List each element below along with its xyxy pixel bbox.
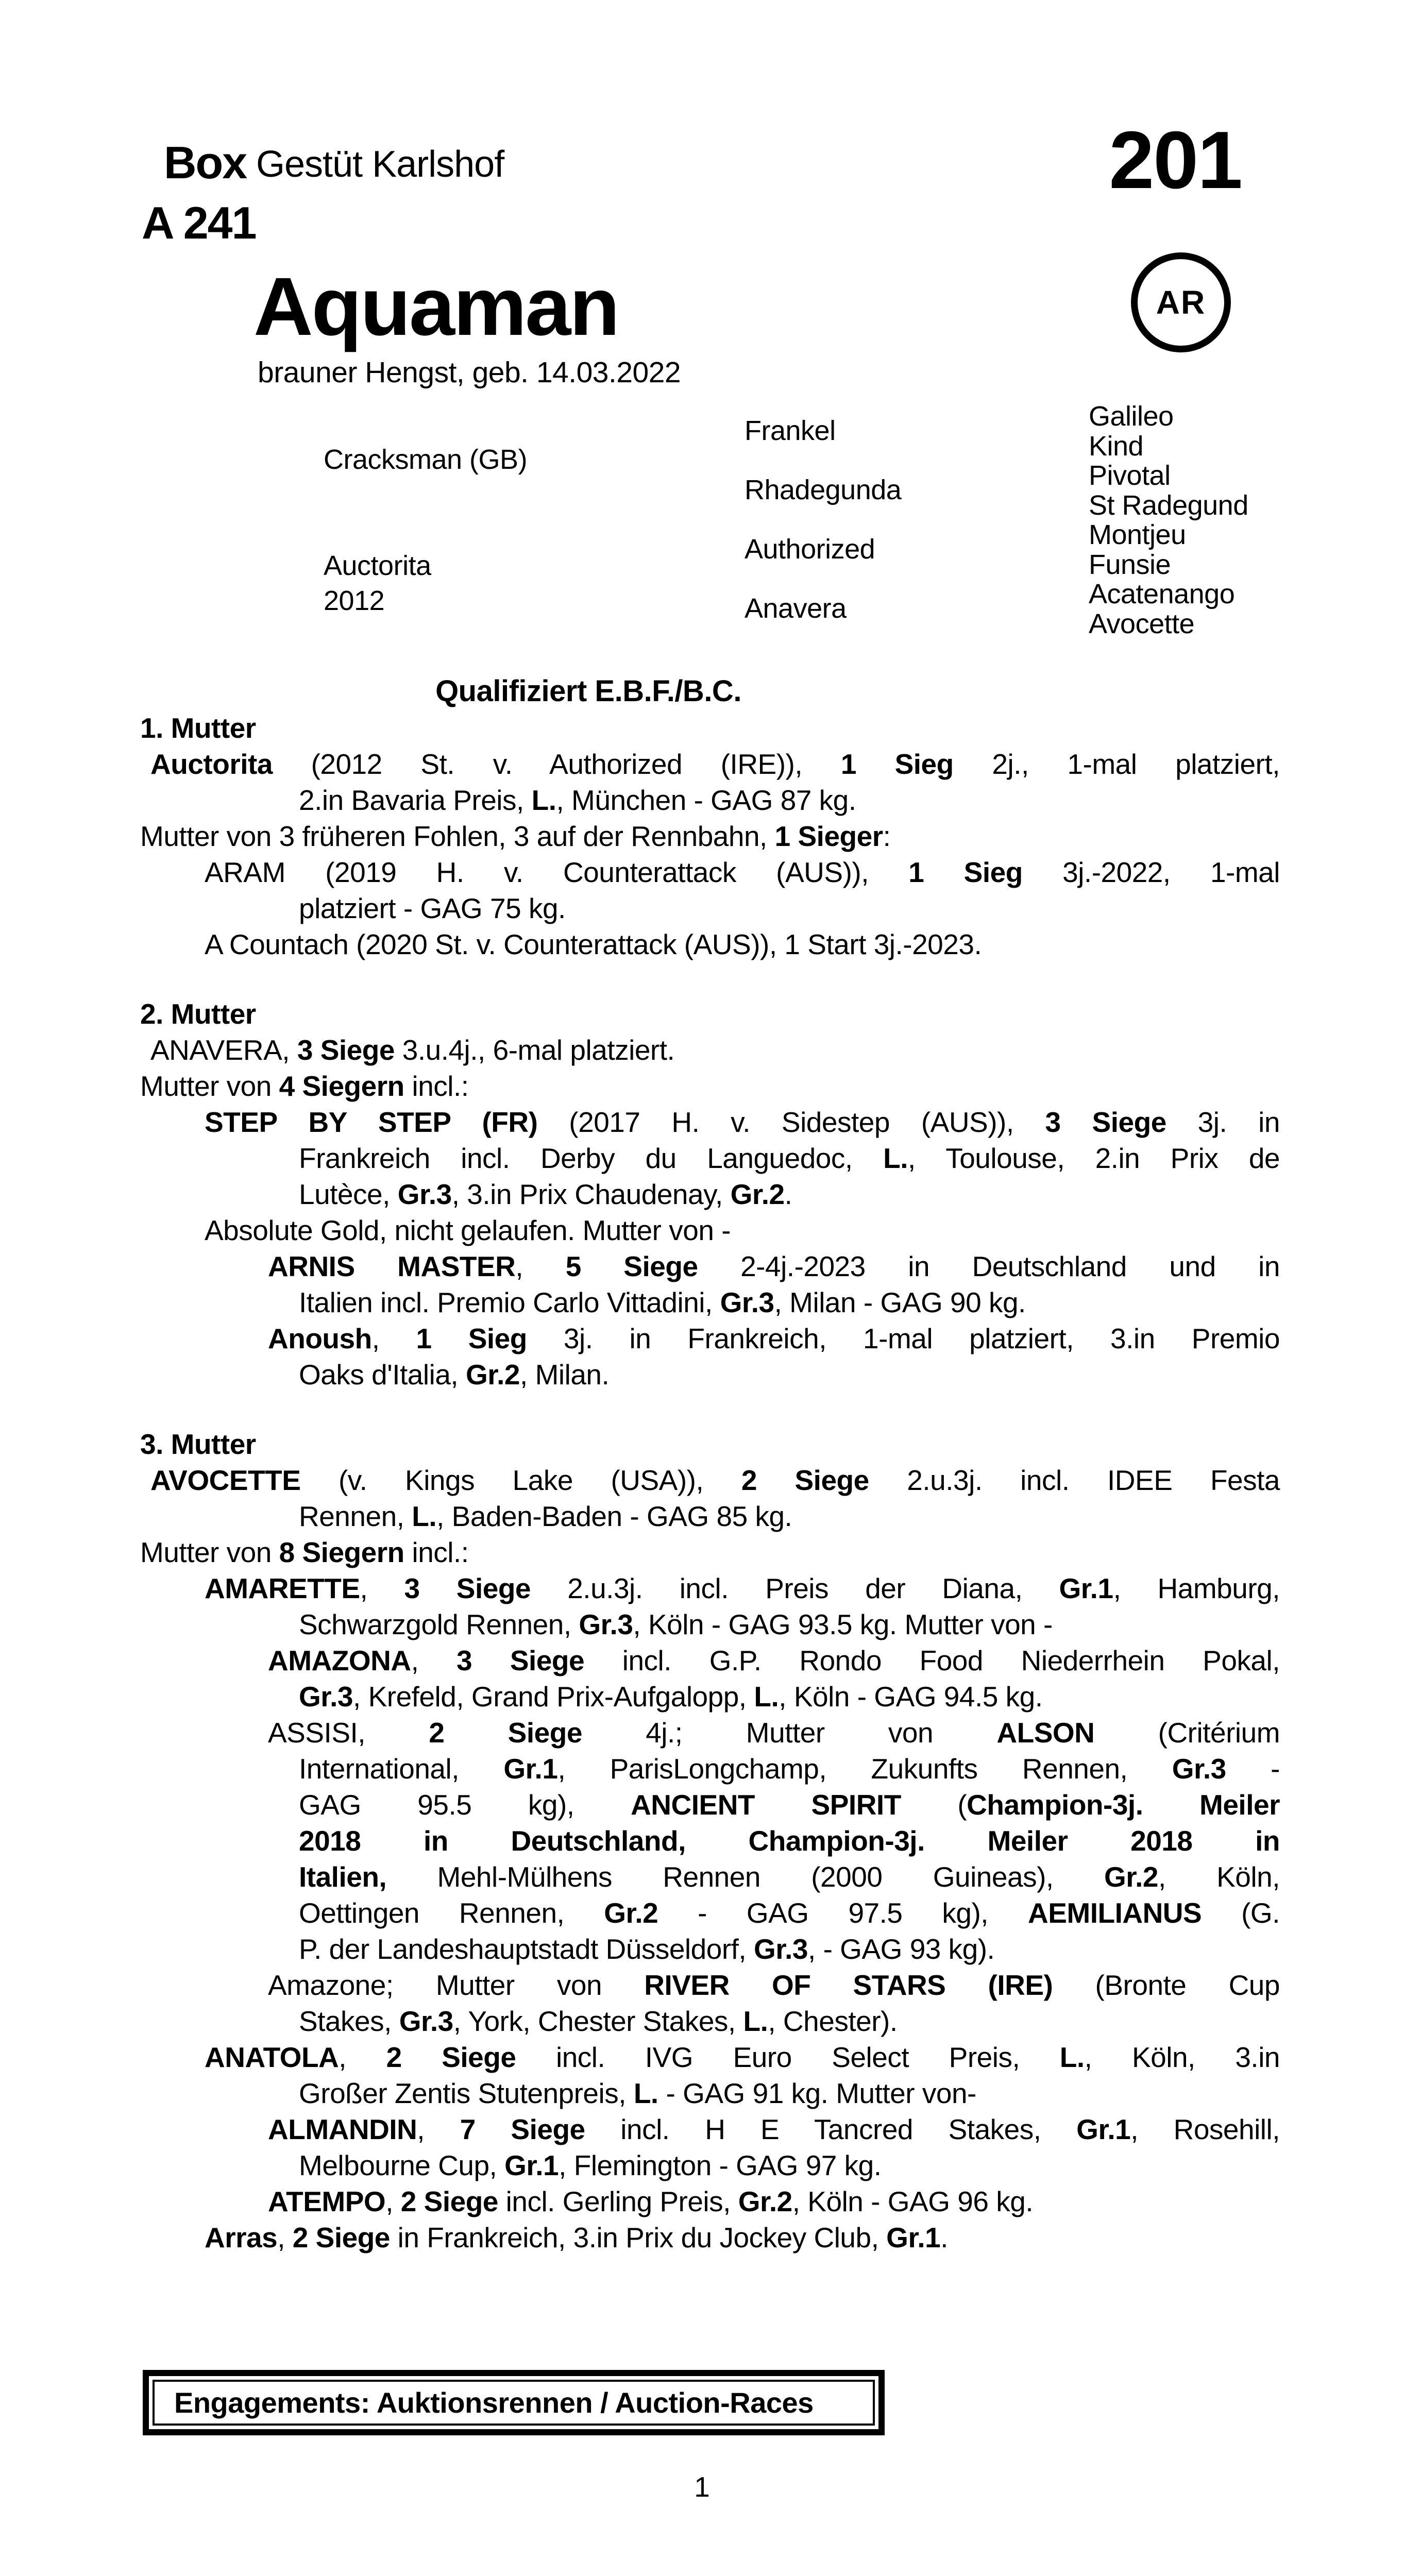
text-line: P. der Landeshauptstadt Düsseldorf, Gr.3, - GAG 93 kg). <box>299 1933 995 1965</box>
lot-number: 201 <box>1109 115 1242 206</box>
text-line: Gr.3, Krefeld, Grand Prix-Aufgalopp, L., Köln - GAG 94.5 kg. <box>299 1681 1043 1713</box>
text-line: Absolute Gold, nicht gelaufen. Mutter von - <box>205 1214 731 1246</box>
text-line: Melbourne Cup, Gr.1, Flemington - GAG 97 kg. <box>299 2149 882 2181</box>
text-line: 2.in Bavaria Preis, L., München - GAG 87 kg. <box>299 784 856 816</box>
horse-name: Aquaman <box>253 260 618 352</box>
text-line: Mutter von 4 Siegern incl.: <box>140 1070 469 1102</box>
text-line: Stakes, Gr.3, York, Chester Stakes, L., Chester). <box>299 2005 898 2037</box>
box-number: A 241 <box>142 197 256 248</box>
text-line: International, Gr.1, ParisLongchamp, Zukunfts Rennen, Gr.3 - <box>299 1753 1280 1785</box>
text-line: Auctorita (2012 St. v. Authorized (IRE)), 1 Sieg 2j., 1-mal platziert, <box>150 748 1280 780</box>
text-line: Mutter von 3 früheren Fohlen, 3 auf der Rennbahn, 1 Sieger: <box>140 820 891 852</box>
pedigree-gen2-1: Rhadegunda <box>745 474 902 505</box>
pedigree-gen3-3: St Radegund <box>1089 490 1248 521</box>
text-line: ALMANDIN, 7 Siege incl. H E Tancred Stakes, Gr.1, Rosehill, <box>268 2113 1280 2145</box>
text-line: ANAVERA, 3 Siege 3.u.4j., 6-mal platziert. <box>150 1034 675 1066</box>
pedigree-gen2-3: Anavera <box>745 593 847 624</box>
pedigree-gen3-2: Pivotal <box>1089 460 1171 491</box>
consignor-name: Gestüt Karlshof <box>256 144 504 185</box>
text-line: ANATOLA, 2 Siege incl. IVG Euro Select Preis, L., Köln, 3.in <box>205 2041 1280 2073</box>
text-line: AMARETTE, 3 Siege 2.u.3j. incl. Preis der Diana, Gr.1, Hamburg, <box>205 1572 1280 1604</box>
text-line: A Countach (2020 St. v. Counterattack (AUS)), 1 Start 3j.-2023. <box>205 928 982 960</box>
text-line: AMAZONA, 3 Siege incl. G.P. Rondo Food Niederrhein Pokal, <box>268 1645 1280 1676</box>
text-line: Mutter von 8 Siegern incl.: <box>140 1536 469 1568</box>
text-line: ATEMPO, 2 Siege incl. Gerling Preis, Gr.2, Köln - GAG 96 kg. <box>268 2185 1034 2217</box>
engagements-box <box>143 2370 885 2435</box>
brand-mark: AR <box>1156 284 1206 321</box>
text-line: ARAM (2019 H. v. Counterattack (AUS)), 1 Sieg 3j.-2022, 1-mal <box>205 856 1280 888</box>
pedigree-sire: Cracksman (GB) <box>324 444 528 475</box>
text-line: Rennen, L., Baden-Baden - GAG 85 kg. <box>299 1500 792 1532</box>
text-line: Italien, Mehl-Mülhens Rennen (2000 Guineas), Gr.2, Köln, <box>299 1861 1280 1893</box>
pedigree-gen2-0: Frankel <box>745 415 836 446</box>
horse-description: brauner Hengst, geb. 14.03.2022 <box>258 356 681 389</box>
text-line: Arras, 2 Siege in Frankreich, 3.in Prix du Jockey Club, Gr.1. <box>205 2222 948 2253</box>
section-heading: 1. Mutter <box>140 712 256 744</box>
brand-circle-icon <box>1131 252 1231 352</box>
text-line: Italien incl. Premio Carlo Vittadini, Gr.3, Milan - GAG 90 kg. <box>299 1286 1026 1318</box>
text-line: GAG 95.5 kg), ANCIENT SPIRIT (Champion-3j. Meiler <box>299 1789 1280 1821</box>
section-heading: 2. Mutter <box>140 998 256 1030</box>
text-line: STEP BY STEP (FR) (2017 H. v. Sidestep (AUS)), 3 Siege 3j. in <box>205 1106 1280 1138</box>
text-line: Lutèce, Gr.3, 3.in Prix Chaudenay, Gr.2. <box>299 1178 792 1210</box>
section-heading: 3. Mutter <box>140 1428 256 1460</box>
pedigree-gen3-7: Avocette <box>1089 608 1195 639</box>
pedigree-gen3-1: Kind <box>1089 431 1144 462</box>
pedigree-gen3-6: Acatenango <box>1089 579 1235 609</box>
pedigree-gen2-2: Authorized <box>745 534 875 565</box>
text-line: Oaks d'Italia, Gr.2, Milan. <box>299 1359 610 1391</box>
text-line: Amazone; Mutter von RIVER OF STARS (IRE) (Bronte Cup <box>268 1969 1280 2001</box>
box-label: Box <box>164 137 247 188</box>
dam-line-sections <box>140 710 1280 2256</box>
text-line: ASSISI, 2 Siege 4j.; Mutter von ALSON (Critérium <box>268 1717 1280 1749</box>
engagements-label: Engagements: Auktionsrennen / Auction-Races <box>153 2380 875 2426</box>
text-line: platziert - GAG 75 kg. <box>299 892 566 924</box>
text-line: Oettingen Rennen, Gr.2 - GAG 97.5 kg), AEMILIANUS (G. <box>299 1897 1280 1929</box>
text-line: 2018 in Deutschland, Champion-3j. Meiler 2018 in <box>299 1825 1280 1857</box>
text-line: ARNIS MASTER, 5 Siege 2-4j.-2023 in Deutschland und in <box>268 1250 1280 1282</box>
pedigree-dam: Auctorita <box>324 550 431 581</box>
text-line: AVOCETTE (v. Kings Lake (USA)), 2 Siege 2.u.3j. incl. IDEE Festa <box>150 1464 1280 1496</box>
text-line: Frankreich incl. Derby du Languedoc, L., Toulouse, 2.in Prix de <box>299 1142 1280 1174</box>
text-line: Anoush, 1 Sieg 3j. in Frankreich, 1-mal platziert, 3.in Premio <box>268 1323 1280 1354</box>
text-line: Großer Zentis Stutenpreis, L. - GAG 91 kg. Mutter von- <box>299 2077 976 2109</box>
qualifier-note: Qualifiziert E.B.F./B.C. <box>435 674 741 708</box>
pedigree-gen3-4: Montjeu <box>1089 519 1186 550</box>
pedigree-gen3-5: Funsie <box>1089 549 1171 580</box>
text-line: Schwarzgold Rennen, Gr.3, Köln - GAG 93.5 kg. Mutter von - <box>299 1608 1053 1640</box>
page-number: 1 <box>694 2471 710 2503</box>
pedigree-gen3-0: Galileo <box>1089 401 1174 432</box>
pedigree-dam-year: 2012 <box>324 585 385 616</box>
